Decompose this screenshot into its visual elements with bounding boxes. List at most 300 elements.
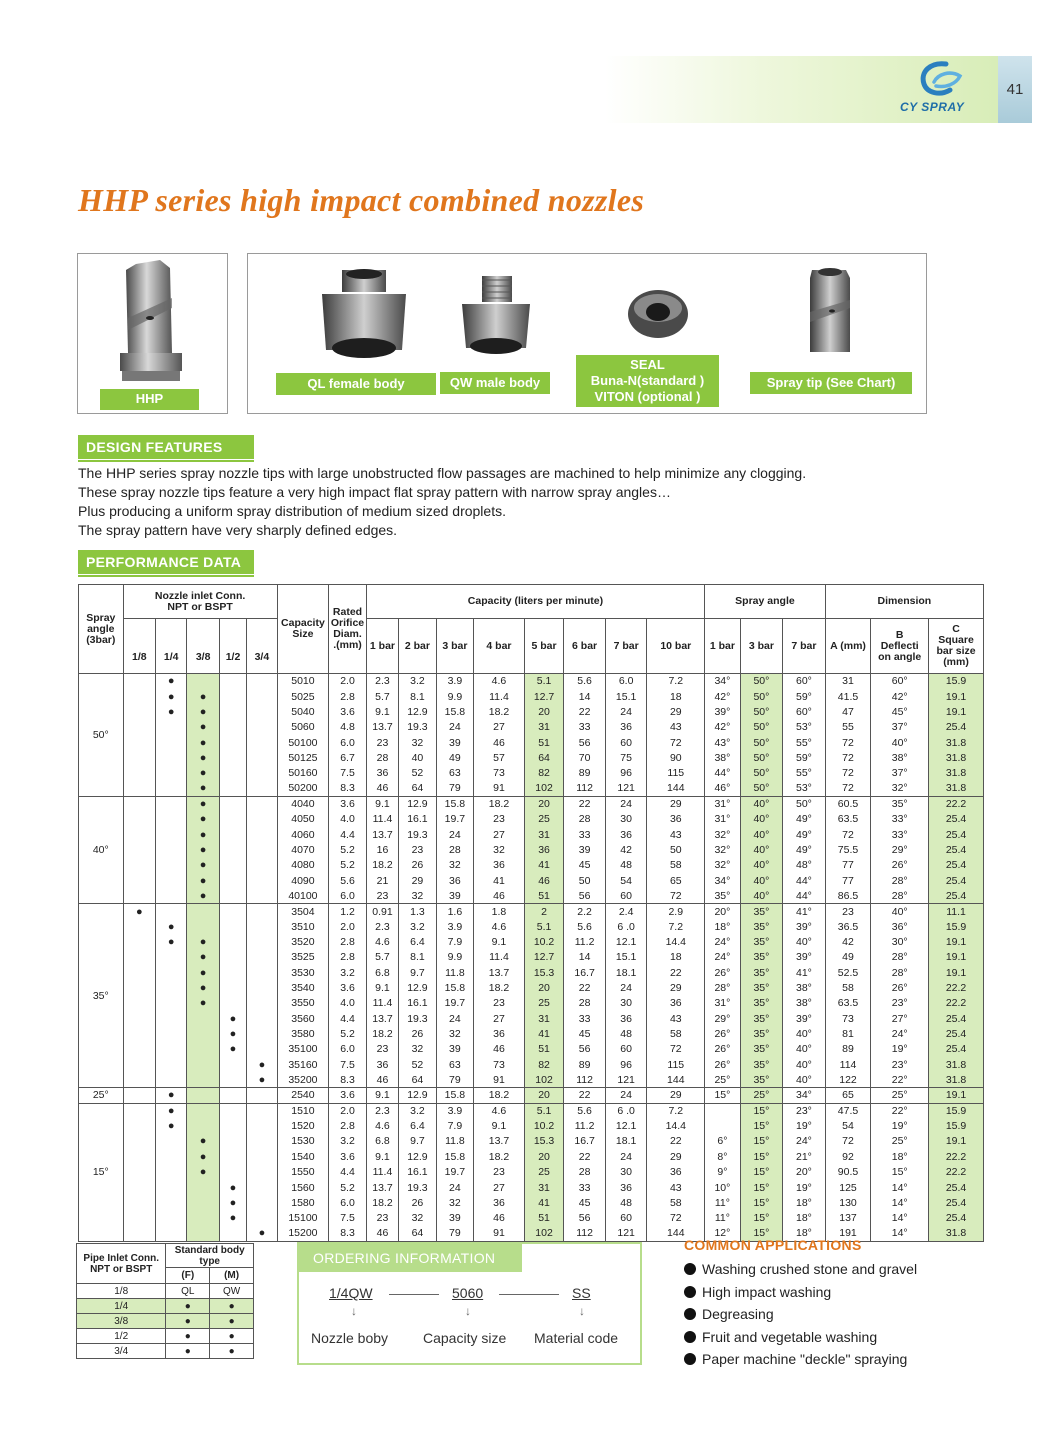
table-cell: 60 (605, 888, 647, 903)
inlet-dot-cell (247, 1211, 277, 1226)
table-cell: 31.8 (929, 1072, 984, 1087)
table-cell: 23° (871, 1057, 929, 1072)
table-cell: 18.2 (474, 1149, 525, 1164)
table-row (79, 1134, 984, 1149)
table-cell: 28 (436, 842, 473, 857)
table-cell: 33 (564, 1180, 606, 1195)
table-cell: 5.2 (329, 1180, 366, 1195)
table-cell: 114 (825, 1057, 871, 1072)
table-cell: 4050 (277, 812, 329, 827)
table-cell: 5010 (277, 674, 329, 689)
table-row (79, 1149, 984, 1164)
table-cell: 3/8 (77, 1314, 166, 1329)
table-cell: 52.5 (825, 965, 871, 980)
inlet-dot-cell (247, 796, 277, 811)
table-cell: ● (210, 1329, 254, 1344)
table-cell: 11.4 (474, 950, 525, 965)
table-cell: 50200 (277, 781, 329, 796)
table-row (79, 750, 984, 765)
inlet-dot-cell (187, 1011, 219, 1026)
table-cell: 25.4 (929, 720, 984, 735)
table-cell: 40° (740, 812, 783, 827)
table-cell: 79 (436, 781, 473, 796)
table-cell: 24° (705, 934, 740, 949)
table-cell: 36 (474, 1026, 525, 1041)
table-cell: ● (210, 1344, 254, 1359)
table-cell: 50° (740, 750, 783, 765)
table-cell: 1580 (277, 1195, 329, 1210)
table-cell: 12.1 (605, 934, 647, 949)
capacity-col-header: 7 bar (605, 619, 647, 674)
inlet-dot-cell (247, 1134, 277, 1149)
table-cell: 9.1 (366, 704, 398, 719)
table-cell: 36 (366, 766, 398, 781)
inlet-dot-cell (219, 704, 246, 719)
table-cell: 50° (783, 796, 826, 811)
table-cell: 35° (740, 965, 783, 980)
inlet-dot-cell (219, 689, 246, 704)
inlet-dot-cell: ● (247, 1057, 277, 1072)
inlet-dot-cell (123, 750, 155, 765)
table-cell: 4.6 (366, 934, 398, 949)
inlet-dot-cell (247, 704, 277, 719)
inlet-dot-cell (156, 796, 187, 811)
inlet-dot-cell (247, 720, 277, 735)
table-cell: 23 (825, 904, 871, 919)
table-cell: 15100 (277, 1211, 329, 1226)
table-cell: 38° (871, 750, 929, 765)
inlet-dot-cell (123, 689, 155, 704)
table-cell: 13.7 (474, 965, 525, 980)
table-cell: 1550 (277, 1165, 329, 1180)
inlet-size-header: 1/8 (123, 619, 155, 674)
table-cell: 35° (740, 934, 783, 949)
table-cell: 28° (871, 950, 929, 965)
inlet-dot-cell (156, 812, 187, 827)
table-cell: 4.0 (329, 996, 366, 1011)
table-cell: 7.2 (647, 919, 705, 934)
table-cell: 40° (740, 873, 783, 888)
performance-data-heading: PERFORMANCE DATA (78, 550, 254, 574)
inlet-dot-cell: ● (187, 1165, 219, 1180)
table-cell: 39° (783, 950, 826, 965)
inlet-dot-cell (123, 950, 155, 965)
table-cell: 16.1 (399, 1165, 436, 1180)
inlet-dot-cell (219, 781, 246, 796)
table-cell: 65 (647, 873, 705, 888)
inlet-dot-cell (219, 1057, 246, 1072)
table-cell: 7.5 (329, 1057, 366, 1072)
design-features-heading: DESIGN FEATURES (78, 435, 254, 459)
table-cell: 28 (564, 812, 606, 827)
table-cell: 35160 (277, 1057, 329, 1072)
table-cell: 112 (564, 1226, 606, 1241)
table-cell: 65 (825, 1088, 871, 1103)
table-cell: 7.2 (647, 674, 705, 689)
table-cell: 5040 (277, 704, 329, 719)
table-cell: 2.8 (329, 689, 366, 704)
table-cell: 43 (647, 720, 705, 735)
table-cell: 18.2 (366, 1195, 398, 1210)
table-cell: 39 (436, 888, 473, 903)
table-cell: 12.9 (399, 980, 436, 995)
table-cell: 35200 (277, 1072, 329, 1087)
table-cell: 18.2 (474, 980, 525, 995)
table-cell: 19.1 (929, 965, 984, 980)
table-cell: 36 (605, 827, 647, 842)
table-cell: 60° (783, 704, 826, 719)
table-cell: 3.6 (329, 1088, 366, 1103)
table-cell: 5060 (277, 720, 329, 735)
table-cell: 22.2 (929, 980, 984, 995)
hhp-label: HHP (100, 389, 199, 410)
inlet-dot-cell (156, 980, 187, 995)
table-cell: 32 (474, 842, 525, 857)
spray-col-header: 1 bar (705, 619, 740, 674)
table-cell: 14° (871, 1211, 929, 1226)
table-cell: 11.8 (436, 965, 473, 980)
order-label-capacity: Capacity size (423, 1330, 507, 1346)
inlet-dot-cell (219, 858, 246, 873)
table-cell: 18 (647, 689, 705, 704)
table-cell: ● (166, 1344, 210, 1359)
table-cell: 25° (705, 1072, 740, 1087)
spray-col-header: 7 bar (783, 619, 826, 674)
table-cell: 5.1 (524, 674, 564, 689)
table-cell: 4.8 (329, 720, 366, 735)
table-cell: 24 (605, 980, 647, 995)
seal-label (576, 355, 719, 407)
design-line: These spray nozzle tips feature a very high impact flat spray pattern with narrow spray angles… (78, 484, 671, 500)
table-cell: 3.6 (329, 704, 366, 719)
inlet-dot-cell (187, 904, 219, 919)
inlet-dot-cell: ● (219, 1026, 246, 1041)
table-cell: 31.8 (929, 1057, 984, 1072)
table-cell: 25° (871, 1088, 929, 1103)
table-cell: 33 (564, 1011, 606, 1026)
table-cell: 38° (783, 980, 826, 995)
table-cell: 19.3 (399, 1180, 436, 1195)
design-line: The spray pattern have very sharply defined edges. (78, 522, 398, 538)
table-cell: 26° (705, 965, 740, 980)
table-cell: 18.2 (366, 858, 398, 873)
inlet-dot-cell (247, 781, 277, 796)
inlet-dot-cell (247, 1118, 277, 1133)
down-arrow-icon: ↓ (351, 1304, 357, 1318)
table-cell: 43 (647, 827, 705, 842)
page-number: 41 (998, 56, 1032, 123)
table-cell: 6.0 (329, 1195, 366, 1210)
table-cell: 64 (399, 1226, 436, 1241)
table-cell: 25.4 (929, 1026, 984, 1041)
hhp-photo-box (77, 253, 228, 414)
table-cell: 44° (783, 888, 826, 903)
table-cell: 7.9 (436, 934, 473, 949)
table-cell: 9.9 (436, 689, 473, 704)
table-cell: 40° (871, 735, 929, 750)
inlet-dot-cell (247, 1026, 277, 1041)
table-cell: 40° (783, 1072, 826, 1087)
application-text: Paper machine "deckle" spraying (702, 1351, 908, 1368)
spray-angle-group-header: Spray angle (705, 585, 826, 619)
design-features-text (78, 464, 806, 540)
table-cell: 6.4 (399, 934, 436, 949)
table-cell: 26 (399, 1026, 436, 1041)
table-cell: 72 (647, 1042, 705, 1057)
inlet-dot-cell: ● (219, 1211, 246, 1226)
inlet-dot-cell: ● (156, 674, 187, 689)
inlet-dot-cell: ● (156, 1088, 187, 1103)
table-cell: 79 (436, 1226, 473, 1241)
table-cell: 35° (871, 796, 929, 811)
table-cell: 20 (524, 704, 564, 719)
table-cell: 82 (524, 1057, 564, 1072)
table-cell: 25.4 (929, 842, 984, 857)
table-cell: 25° (740, 1088, 783, 1103)
inlet-dot-cell (219, 1149, 246, 1164)
seal-icon (623, 284, 693, 344)
table-cell: 40100 (277, 888, 329, 903)
table-row (79, 689, 984, 704)
inlet-dot-cell: ● (219, 1011, 246, 1026)
table-cell: 31° (705, 812, 740, 827)
bullet-icon (684, 1331, 696, 1343)
table-cell: 1/4 (77, 1299, 166, 1314)
table-cell: ● (166, 1329, 210, 1344)
inlet-dot-cell: ● (156, 689, 187, 704)
spray-col-header: 3 bar (740, 619, 783, 674)
table-cell (705, 1118, 740, 1133)
table-cell: 15200 (277, 1226, 329, 1241)
table-cell: 22 (564, 796, 606, 811)
spray-angle-header: Spray angle (3bar) (79, 585, 124, 674)
table-cell: 22 (564, 1149, 606, 1164)
table-cell: 34° (705, 873, 740, 888)
table-cell: 40° (783, 1026, 826, 1041)
inlet-dot-cell (247, 750, 277, 765)
table-cell: 60 (605, 1042, 647, 1057)
table-cell: 36 (605, 1180, 647, 1195)
table-cell: 13.7 (366, 827, 398, 842)
table-cell: 144 (647, 1226, 705, 1241)
table-cell: 5.2 (329, 842, 366, 857)
table-row (79, 735, 984, 750)
cy-spray-logo-icon (916, 60, 966, 100)
table-cell: 25.4 (929, 812, 984, 827)
pipe-inlet-header: Pipe Inlet Conn. NPT or BSPT (77, 1244, 166, 1284)
table-cell: 33° (871, 827, 929, 842)
table-cell: 23 (366, 888, 398, 903)
table-cell: 25.4 (929, 1011, 984, 1026)
performance-table (78, 584, 984, 1242)
table-cell: 2.0 (329, 1103, 366, 1118)
table-cell: 52 (399, 766, 436, 781)
table-cell: 2.2 (564, 904, 606, 919)
inlet-dot-cell (156, 1057, 187, 1072)
table-cell: 3.2 (399, 919, 436, 934)
bullet-icon (684, 1353, 696, 1365)
inlet-dot-cell (219, 919, 246, 934)
inlet-dot-cell (187, 919, 219, 934)
table-cell: 58 (647, 1195, 705, 1210)
inlet-dot-cell (156, 1211, 187, 1226)
table-cell: 72 (825, 781, 871, 796)
table-cell: 22 (564, 980, 606, 995)
table-row (79, 1042, 984, 1057)
table-cell: 8.3 (329, 781, 366, 796)
inlet-dot-cell: ● (156, 934, 187, 949)
table-cell: 2.8 (329, 934, 366, 949)
table-cell: 43 (647, 1180, 705, 1195)
hhp-nozzle-icon (108, 258, 198, 393)
spray-tip-label: Spray tip (See Chart) (750, 372, 912, 394)
table-cell: 6.8 (366, 965, 398, 980)
table-cell: 112 (564, 781, 606, 796)
table-cell: 16 (366, 842, 398, 857)
inlet-dot-cell (123, 1026, 155, 1041)
inlet-dot-cell (187, 1026, 219, 1041)
table-cell: 19.1 (929, 704, 984, 719)
table-cell: 25° (871, 1134, 929, 1149)
table-cell: 31 (524, 720, 564, 735)
table-cell: 4.4 (329, 827, 366, 842)
table-cell: 82 (524, 766, 564, 781)
table-cell: 15.9 (929, 1118, 984, 1133)
table-cell: 45 (564, 1195, 606, 1210)
inlet-dot-cell (247, 1088, 277, 1103)
inlet-dot-cell (247, 812, 277, 827)
application-text: Degreasing (702, 1306, 774, 1323)
table-row (79, 873, 984, 888)
table-row (79, 919, 984, 934)
table-cell: 144 (647, 1072, 705, 1087)
inlet-dot-cell (187, 1180, 219, 1195)
table-cell: 5.7 (366, 689, 398, 704)
table-cell: 19.1 (929, 689, 984, 704)
table-cell: 41.5 (825, 689, 871, 704)
table-cell: 3550 (277, 996, 329, 1011)
table-cell: 35° (740, 904, 783, 919)
inlet-dot-cell (156, 996, 187, 1011)
inlet-dot-cell (123, 1180, 155, 1195)
table-cell: 23 (474, 1165, 525, 1180)
inlet-dot-cell (123, 1072, 155, 1087)
table-cell: 4.6 (474, 674, 525, 689)
inlet-dot-cell: ● (187, 812, 219, 827)
table-row (79, 781, 984, 796)
table-cell: 11.2 (564, 934, 606, 949)
table-cell: 15.8 (436, 796, 473, 811)
table-cell: 1.8 (474, 904, 525, 919)
table-row (79, 720, 984, 735)
table-cell: 15.8 (436, 704, 473, 719)
table-cell: 32 (399, 1042, 436, 1057)
table-cell: 54 (605, 873, 647, 888)
inlet-dot-cell (156, 842, 187, 857)
table-cell: 11.4 (366, 1165, 398, 1180)
inlet-dot-cell (123, 965, 155, 980)
table-cell: 25 (524, 996, 564, 1011)
inlet-dot-cell (123, 781, 155, 796)
inlet-dot-cell (247, 827, 277, 842)
inlet-dot-cell (156, 1026, 187, 1041)
table-cell: 55 (825, 720, 871, 735)
table-cell: 40 (399, 750, 436, 765)
capacity-col-header: 2 bar (399, 619, 436, 674)
table-cell: 0.91 (366, 904, 398, 919)
table-cell: 15° (740, 1226, 783, 1241)
table-cell: 19.7 (436, 1165, 473, 1180)
table-cell: 31.8 (929, 766, 984, 781)
table-cell: 43 (647, 1011, 705, 1026)
table-cell: 53° (783, 781, 826, 796)
inlet-dot-cell: ● (219, 1195, 246, 1210)
table-cell: 50° (740, 689, 783, 704)
table-cell: 10.2 (524, 1118, 564, 1133)
list-item (684, 1326, 917, 1349)
table-cell: 73 (825, 1011, 871, 1026)
table-cell: 56 (564, 1211, 606, 1226)
order-connector (499, 1294, 559, 1295)
table-cell: 13.7 (474, 1134, 525, 1149)
table-cell: 23 (366, 1042, 398, 1057)
inlet-dot-cell (123, 735, 155, 750)
inlet-dot-cell (219, 980, 246, 995)
table-cell: 16.1 (399, 996, 436, 1011)
table-cell: 30° (871, 934, 929, 949)
table-cell: 25.4 (929, 827, 984, 842)
down-arrow-icon: ↓ (465, 1304, 471, 1318)
table-cell: 15° (740, 1211, 783, 1226)
table-cell: 15.8 (436, 1088, 473, 1103)
inlet-dot-cell (156, 1042, 187, 1057)
inlet-dot-cell (219, 1226, 246, 1241)
table-cell: 23 (474, 812, 525, 827)
table-cell: 3.6 (329, 1149, 366, 1164)
inlet-dot-cell (156, 750, 187, 765)
inlet-dot-cell (123, 888, 155, 903)
table-cell: 2 (524, 904, 564, 919)
table-cell: 72 (825, 766, 871, 781)
inlet-dot-cell: ● (156, 704, 187, 719)
table-cell: 5.2 (329, 858, 366, 873)
table-cell: 6° (705, 1134, 740, 1149)
inlet-size-header: 3/4 (247, 619, 277, 674)
table-cell: 23 (366, 735, 398, 750)
table-cell: 1560 (277, 1180, 329, 1195)
table-cell: 75 (605, 750, 647, 765)
table-cell: 46 (474, 735, 525, 750)
table-cell: 18° (783, 1195, 826, 1210)
table-cell: 23° (783, 1103, 826, 1118)
table-cell: 50° (740, 781, 783, 796)
inlet-dot-cell (123, 980, 155, 995)
inlet-size-header: 1/2 (219, 619, 246, 674)
table-cell: 35° (740, 919, 783, 934)
table-cell: 10.2 (524, 934, 564, 949)
table-cell: 7.5 (329, 1211, 366, 1226)
table-cell: 5025 (277, 689, 329, 704)
table-cell: 31.8 (929, 750, 984, 765)
table-cell: 28 (366, 750, 398, 765)
table-cell: 45 (564, 858, 606, 873)
table-cell: 24 (605, 796, 647, 811)
table-cell: 6.0 (329, 735, 366, 750)
table-cell: 14 (564, 689, 606, 704)
table-cell: 49° (783, 812, 826, 827)
table-cell: 39° (705, 704, 740, 719)
inlet-dot-cell (219, 996, 246, 1011)
